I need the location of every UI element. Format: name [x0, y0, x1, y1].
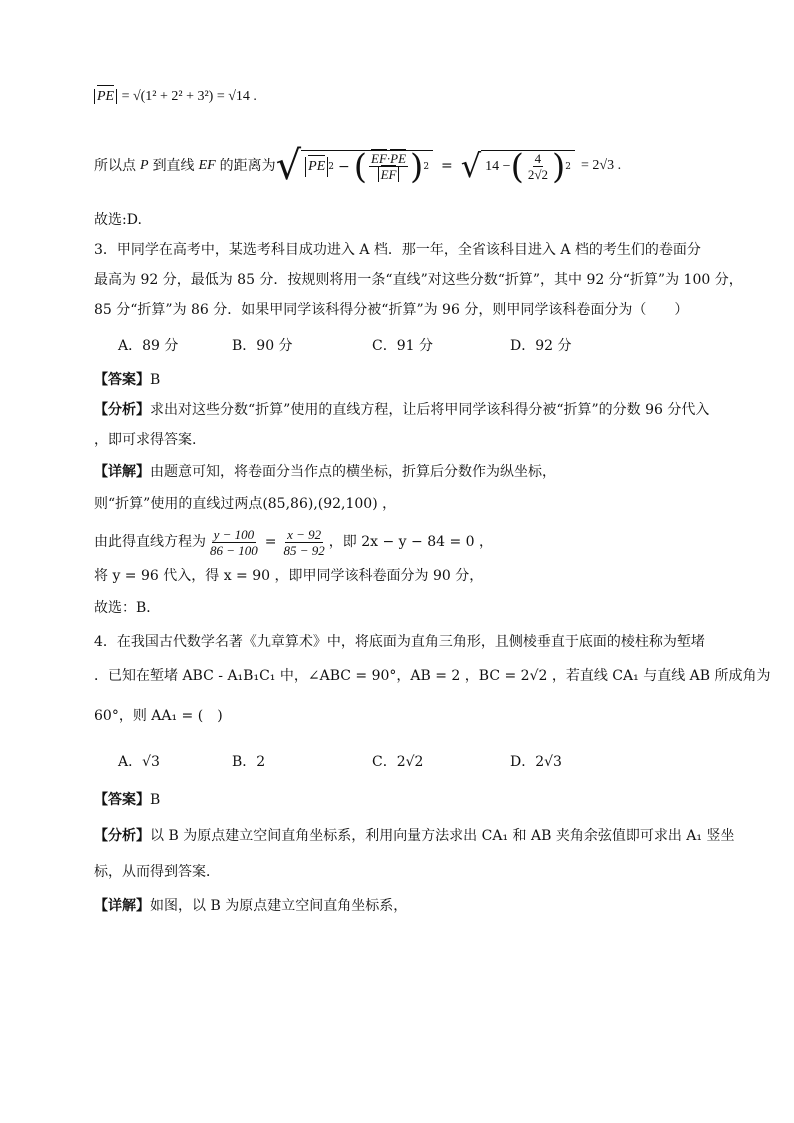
q4-option-a: A．√3 [118, 754, 160, 770]
line-ef: EF [198, 158, 216, 173]
answer-tag: 【答案】 [94, 792, 150, 808]
frac1-num: y − 100 [213, 526, 255, 542]
q3-detail-4: 将 y = 96 代入，得 x = 90 ，即甲同学该科卷面分为 90 分， [94, 568, 484, 584]
vector-pe: PE [97, 87, 114, 107]
detail-tag: 【详解】 [94, 898, 150, 914]
q3-analysis-1 [94, 400, 709, 420]
q3-stem-1: 3．甲同学在高考中，某选考科目成功进入 A 档．那一年，全省该科目进入 A 档的考生们的卷面分 [94, 242, 701, 258]
analysis-text: 以 B 为原点建立空间直角坐标系，利用向量方法求出 CA₁ 和 AB 夹角余弦值即可求出 A₁ 竖坐 [150, 828, 735, 844]
q3-conclusion: 故选：B． [94, 600, 161, 616]
q4-stem-3: 60°，则 AA₁ = ( ) [94, 708, 223, 724]
q4-option-c: C．2√2 [372, 754, 424, 770]
q3-detail-3: 由此得直线方程为 $\frac{y - 100}{86 - 100}$ = $\frac{x - 92}{85 - 92}$ ，即 2x − y − 84 = 0 ， [94, 526, 494, 558]
q4-answer [94, 790, 160, 810]
small-radical: √ [460, 147, 482, 185]
q3-option-a: A．89 分 [118, 338, 179, 354]
answer-tag: 【答案】 [94, 372, 150, 388]
equation-prefix: 由此得直线方程为 [94, 534, 206, 550]
q4-option-d: D．2√3 [510, 754, 562, 770]
q3-detail-1 [94, 462, 556, 482]
q3-option-d: D．92 分 [510, 338, 572, 354]
q4-detail-1 [94, 896, 407, 916]
q4-option-b: B．2 [232, 754, 266, 770]
big-radical: √ [275, 143, 302, 189]
distance-inner: 14 − [485, 158, 511, 174]
point-p: P [140, 158, 149, 173]
q3-stem-3: 85 分“折算”为 86 分．如果甲同学该科得分被“折算”为 96 分，则甲同学该科卷面分为（ ） [94, 302, 689, 318]
q3-stem-2: 最高为 92 分，最低为 85 分．按规则将用一条“直线”对这些分数“折算”，其中 92 分“折算”为 100 分， [94, 272, 743, 288]
distance-suffix: 的距离为 [219, 158, 276, 174]
radicand-1: PE 2 − ( $\frac{EF\cdot PE}{EF}$ ) 2 [301, 150, 433, 182]
equation-suffix: ，即 2x − y − 84 = 0 ， [328, 534, 494, 550]
detail-text: 由题意可知，将卷面分当作点的横坐标，折算后分数作为纵坐标， [150, 464, 556, 480]
detail-tag: 【详解】 [94, 464, 150, 480]
q4-analysis-1 [94, 826, 734, 846]
analysis-tag: 【分析】 [94, 828, 150, 844]
q3-answer [94, 370, 160, 390]
answer-value: B [150, 372, 161, 388]
q4-analysis-2: 标，从而得到答案． [94, 864, 220, 880]
distance-prefix: 所以点 [94, 158, 136, 174]
pe-norm-value: = √(1² + 2² + 3²) = √14 . [121, 89, 257, 104]
frac2-num: x − 92 [287, 526, 322, 542]
q3-option-c: C．91 分 [372, 338, 433, 354]
q4-stem-1: 4．在我国古代数学名著《九章算术》中，将底面为直角三角形，且侧棱垂直于底面的棱柱称为堑堵 [94, 634, 705, 650]
analysis-text: 求出对这些分数“折算”使用的直线方程，让后将甲同学该科得分被“折算”的分数 96 分代入 [150, 402, 710, 418]
distance-mid: 到直线 [152, 158, 195, 174]
analysis-tag: 【分析】 [94, 402, 150, 418]
frac-num: 4 [534, 151, 542, 166]
detail-text: 如图，以 B 为原点建立空间直角坐标系， [150, 898, 408, 914]
q3-detail-2: 则“折算”使用的直线过两点(85,86),(92,100) ， [94, 496, 397, 512]
q4-stem-2: ．已知在堑堵 ABC - A₁B₁C₁ 中，∠ABC = 90°，AB = 2 ，BC = 2√2 ，若直线 CA₁ 与直线 AB 所成角为 [94, 668, 771, 684]
distance-result: = 2√3 . [580, 158, 622, 173]
radicand-2: 14 − ( $\frac{4}{2√2}$ ) 2 [481, 150, 575, 182]
frac-den: 2√2 [527, 167, 548, 182]
q3-analysis-2: ，即可求得答案. [94, 432, 197, 448]
pe-norm-line [94, 86, 257, 107]
distance-line: 所以点 P 到直线 EF 的距离为 √ PE 2 − ( $\frac{EF\cdot PE}{EF}$ ) 2 = √ 14 − ( $\frac{4}{2√2}$ ) 2 = 2√3 . [94, 143, 622, 189]
prev-conclusion: 故选:D. [94, 212, 142, 228]
q3-option-b: B．90 分 [232, 338, 293, 354]
answer-value: B [150, 792, 161, 808]
frac2-den: 85 − 92 [283, 542, 325, 558]
frac1-den: 86 − 100 [210, 542, 258, 558]
